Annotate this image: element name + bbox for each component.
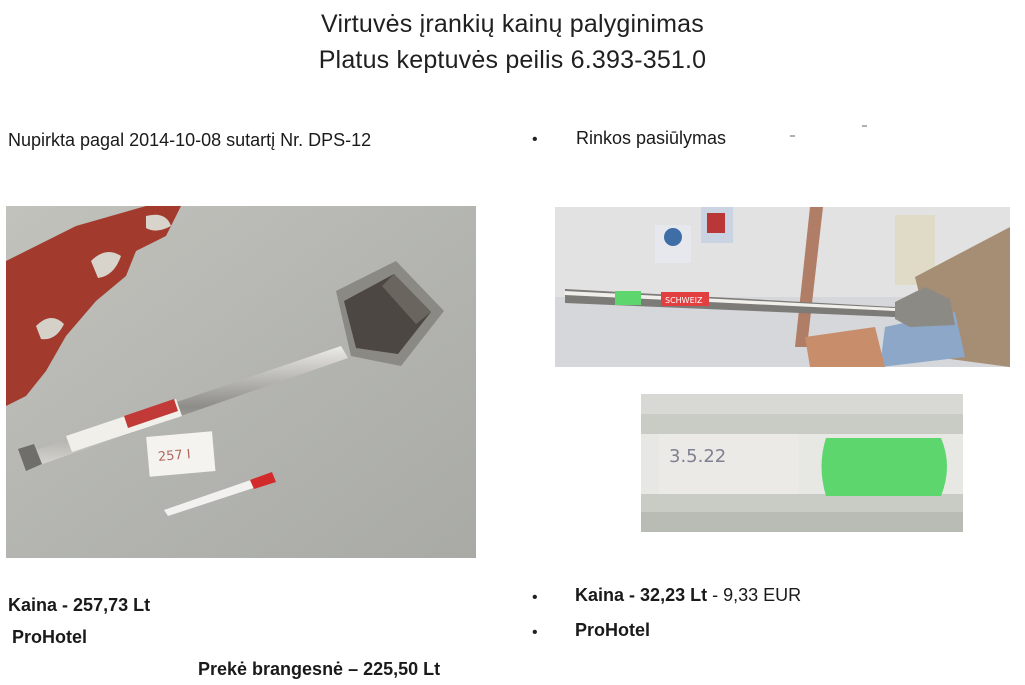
- left-price: [8, 595, 150, 616]
- price-difference: [198, 659, 440, 680]
- right-price: [575, 585, 801, 606]
- left-product-photo: [6, 206, 476, 558]
- right-product-photo: [555, 207, 1010, 367]
- right-heading: Rinkos pasiūlymas: [576, 128, 727, 148]
- right-supplier: ProHotel: [575, 620, 651, 640]
- scan-speck: [790, 135, 795, 137]
- left-heading: Nupirkta pagal 2014-10-08 sutartį Nr. DPS-12: [8, 130, 372, 150]
- left-price-value: - 257,73 Lt: [62, 595, 151, 615]
- price-difference-label: Prekė brangesnė: [198, 659, 344, 679]
- left-supplier: ProHotel: [12, 627, 88, 647]
- bullet-icon: •: [532, 589, 538, 606]
- right-price-eur: - 9,33 EUR: [712, 585, 802, 605]
- right-price-label: Kaina: [575, 585, 625, 605]
- price-tag-text: 3.5.22: [669, 446, 727, 467]
- scan-speck: [862, 125, 867, 127]
- pack-text: SCHWEIZ: [665, 296, 703, 305]
- right-price-value: - 32,23 Lt: [629, 585, 708, 605]
- price-tag-photo: [641, 394, 963, 532]
- page-subtitle: Platus keptuvės peilis 6.393-351.0: [318, 46, 707, 74]
- bullet-icon: •: [532, 624, 538, 641]
- page-title: Virtuvės įrankių kainų palyginimas: [321, 10, 704, 38]
- photo-label-text: 257 I: [157, 447, 192, 465]
- price-difference-value: – 225,50 Lt: [348, 659, 441, 679]
- bullet-icon: •: [532, 131, 538, 148]
- left-price-label: Kaina: [8, 595, 58, 615]
